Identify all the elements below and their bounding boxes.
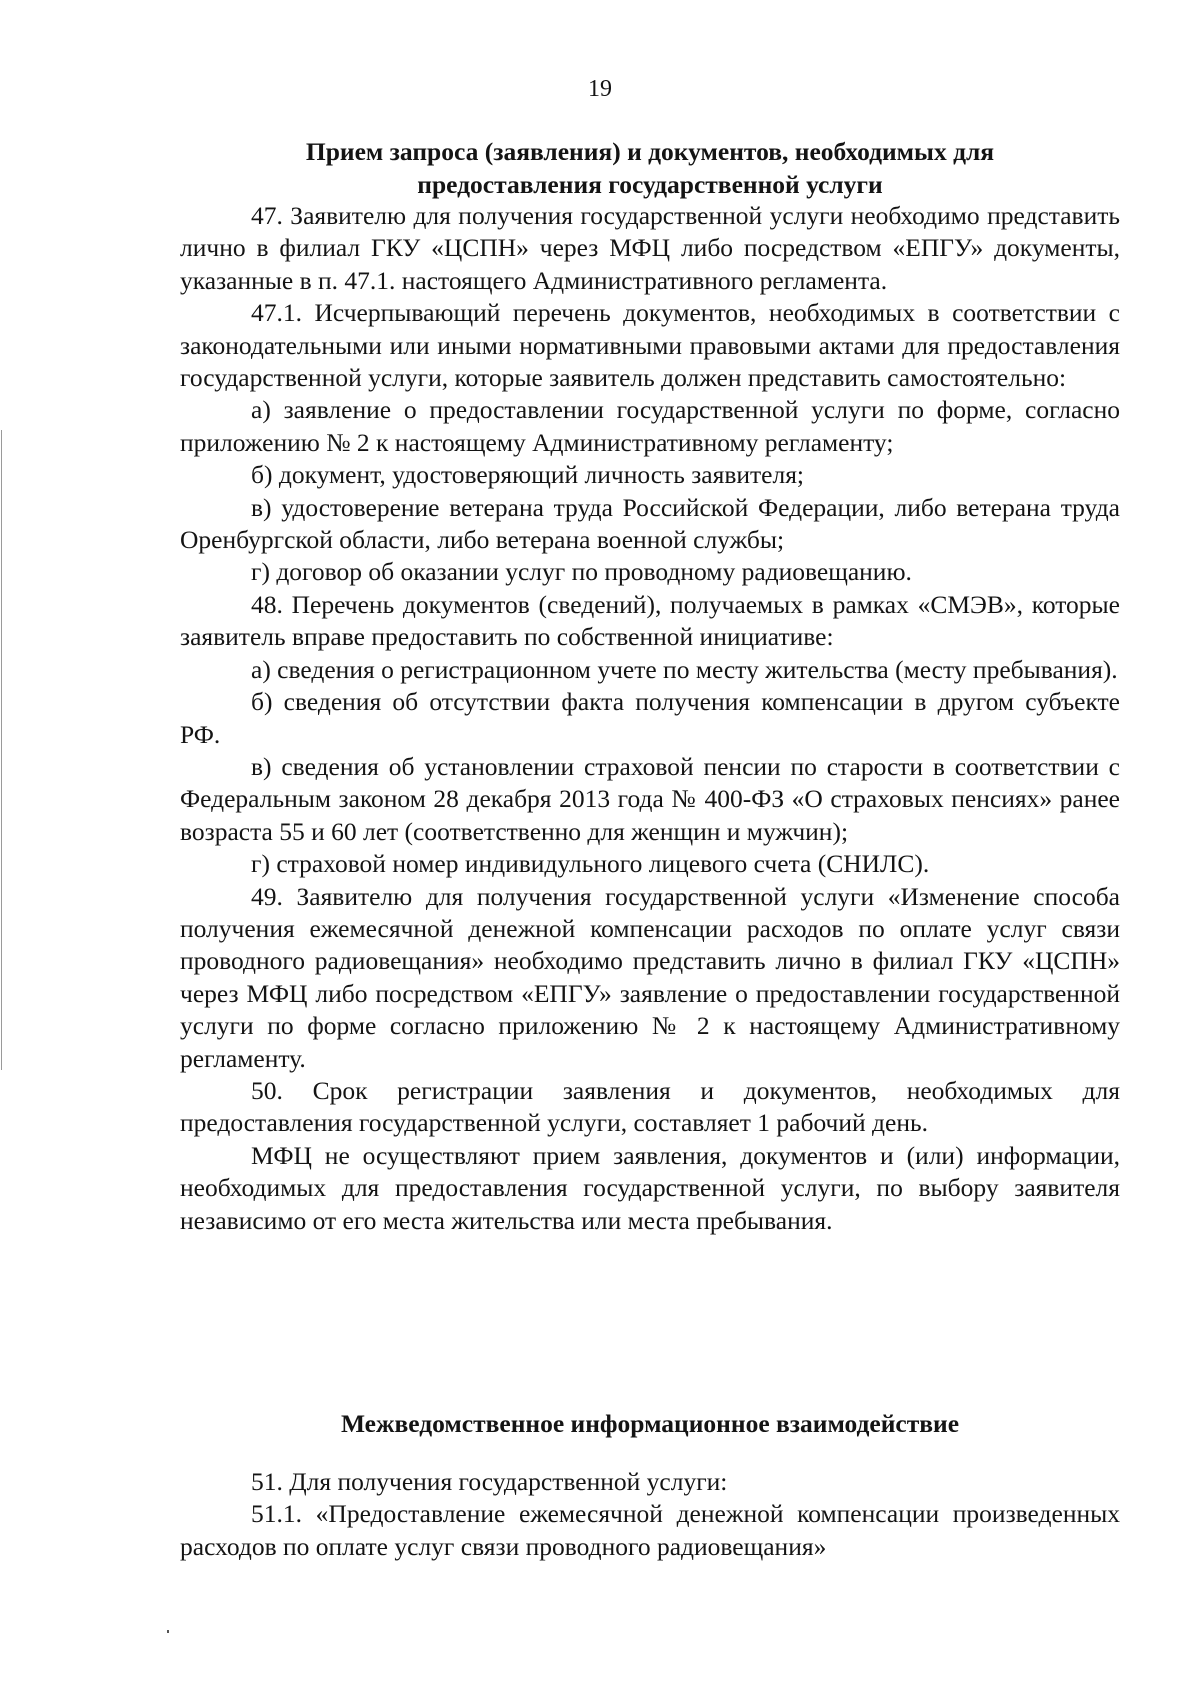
list-item: б) сведения об отсутствии факта получения компенсации в другом субъекте РФ. (180, 687, 1120, 749)
paragraph: 50. Срок регистрации заявления и документов, необходимых для предоставления государственной услуги, составляет 1 рабочий день. (180, 1075, 1120, 1138)
paragraph: 51. Для получения государственной услуги: (251, 1467, 728, 1496)
paragraph: МФЦ не осуществляют прием заявления, документов и (или) информации, необходимых для предоставления государственной услуги, по выбору заявителя независимо от его места жительства или места пребывания. (180, 1140, 1120, 1235)
list-item: г) договор об оказании услуг по проводному радиовещанию. (251, 557, 912, 587)
section-heading-interagency: Межведомственное информационное взаимодействие (340, 1409, 960, 1438)
page-number: 19 (588, 76, 612, 102)
paragraph: 51.1. «Предоставление ежемесячной денежной компенсации произведенных расходов по оплате услуг связи проводного радиовещания» (180, 1499, 1120, 1561)
scan-speck (167, 1630, 169, 1633)
section-body-document-intake (180, 200, 1120, 1237)
section-heading-document-intake (180, 135, 1120, 201)
list-item: в) сведения об установлении страховой пенсии по старости в соответствии с Федеральным законом 28 декабря 2013 года № 400-ФЗ «О страховых пенсиях» ранее возраста 55 и 60 лет (соответственно для женщин и мужчин); (180, 751, 1120, 846)
list-item: в) удостоверение ветерана труда Российской Федерации, либо ветерана труда Оренбургской области, либо ветерана военной службы; (180, 492, 1120, 555)
paragraph: 47.1. Исчерпывающий перечень документов, необходимых в соответствии с законодательными или иными нормативными правовыми актами для предоставления государственной услуги, которые заявитель должен представить самостоятельно: (180, 298, 1120, 393)
heading-line-1: Прием запроса (заявления) и документов, необходимых для (305, 137, 995, 166)
list-item: а) заявление о предоставлении государственной услуги по форме, согласно приложению № 2 к настоящему Административному регламенту; (180, 395, 1120, 457)
section-body-interagency (180, 1466, 1120, 1563)
paragraph: 49. Заявителю для получения государственной услуги «Изменение способа получения ежемесячной денежной компенсации расходов по оплате услуг связи проводного радиовещания» необходимо представить лично в филиал ГКУ «ЦСПН» через МФЦ либо посредством «ЕПГУ» заявление о предоставлении государственной услуги по форме согласно приложению № 2 к настоящему Административному регламенту. (180, 881, 1120, 1073)
list-item: г) страховой номер индивидульного лицевого счета (СНИЛС). (251, 849, 930, 879)
heading-line-2: предоставления государственной услуги (417, 170, 883, 199)
scan-edge-line (1, 430, 2, 1070)
list-item: а) сведения о регистрационном учете по месту жительства (месту пребывания). (251, 654, 1118, 684)
paragraph: 48. Перечень документов (сведений), получаемых в рамках «СМЭВ», которые заявитель вправе предоставить по собственной инициативе: (180, 589, 1120, 652)
paragraph: 47. Заявителю для получения государственной услуги необходимо представить лично в филиал ГКУ «ЦСПН» через МФЦ либо посредством «ЕПГУ» документы, указанные в п. 47.1. настоящего Административного регламента. (180, 201, 1120, 295)
list-item: б) документ, удостоверяющий личность заявителя; (251, 460, 805, 490)
